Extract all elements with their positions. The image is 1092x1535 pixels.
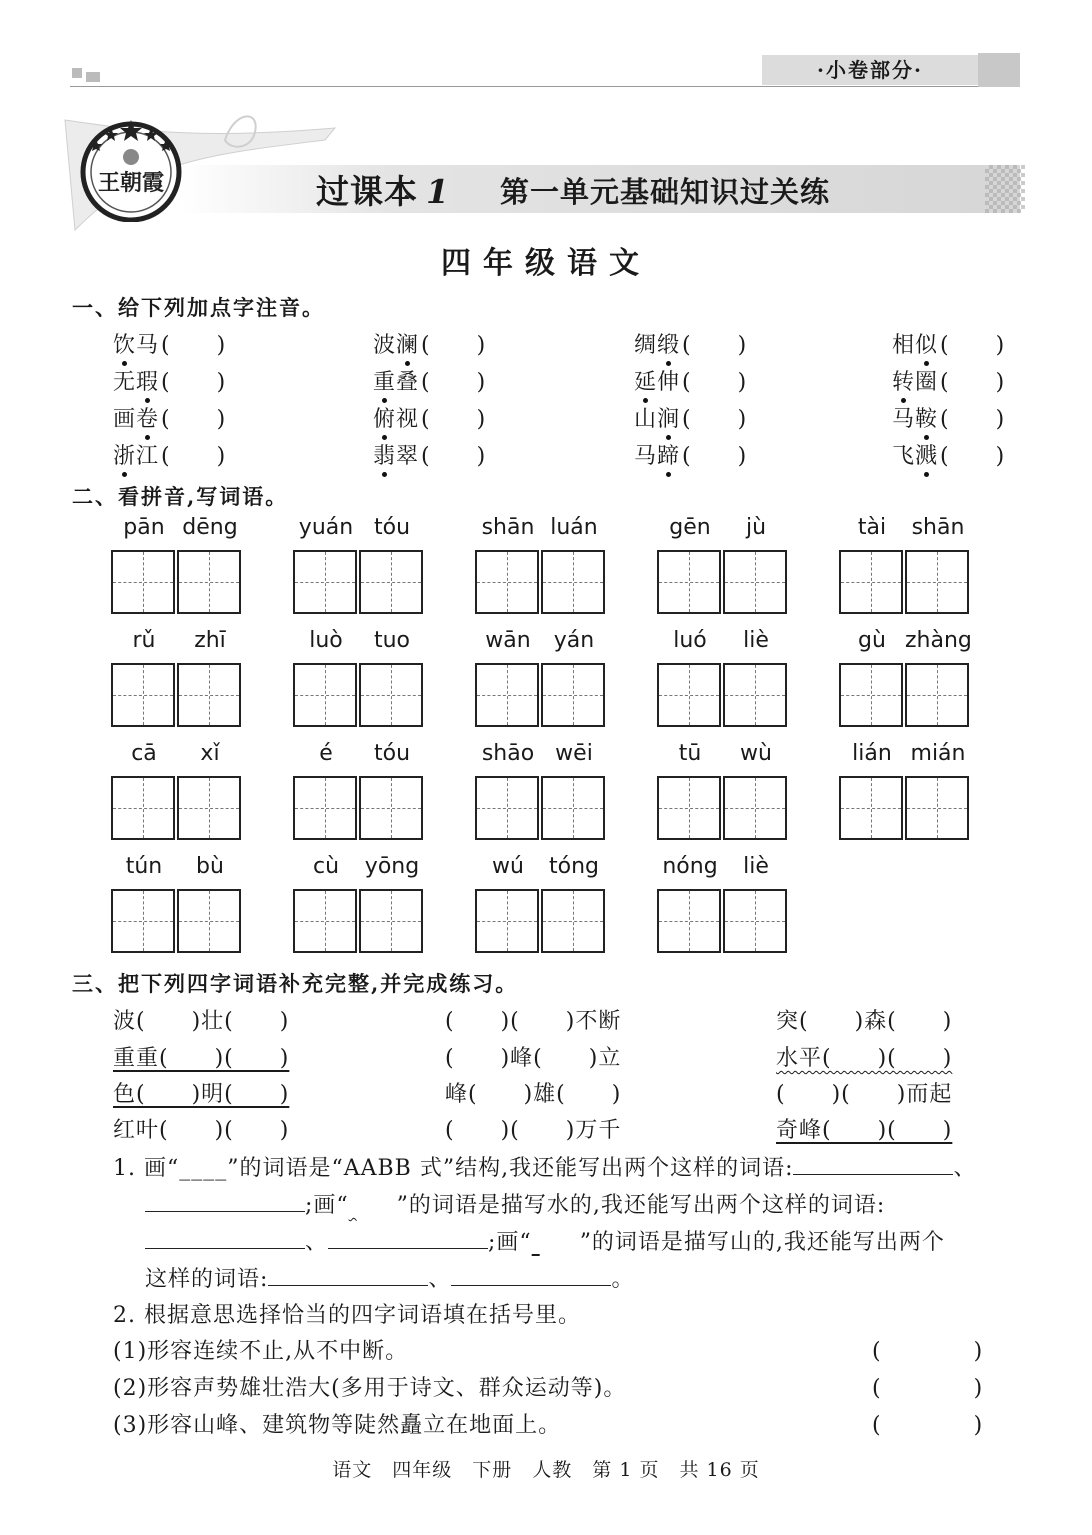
writing-box[interactable] <box>723 776 787 840</box>
question2-item: (1)形容连续不止,从不中断。 <box>113 1339 409 1364</box>
pinyin-label: rǔ <box>132 628 156 653</box>
pinyin-label: é <box>319 741 333 766</box>
idiom-item[interactable]: 波( )壮( ) <box>113 1009 290 1034</box>
pinyin-item: 相似( ) <box>892 333 1006 358</box>
writing-box[interactable] <box>111 889 175 953</box>
writing-box[interactable] <box>111 776 175 840</box>
writing-box[interactable] <box>359 550 423 614</box>
pinyin-item: 波澜( ) <box>373 333 487 358</box>
answer-paren[interactable]: ( ) <box>682 444 748 469</box>
pinyin-item: 山涧( ) <box>634 407 748 432</box>
dotted-char: 延 <box>634 370 658 395</box>
writing-box[interactable] <box>905 663 969 727</box>
idiom-item[interactable]: 突( )森( ) <box>776 1009 953 1034</box>
pinyin-item: 延伸( ) <box>634 370 748 395</box>
writing-box[interactable] <box>177 776 241 840</box>
dotted-char: 澜 <box>396 333 420 358</box>
tag-decoration <box>978 53 1020 87</box>
pinyin-label: luò <box>309 628 343 653</box>
answer-blank[interactable] <box>268 1263 428 1286</box>
idiom-item[interactable]: ( )( )而起 <box>776 1082 953 1107</box>
writing-box[interactable] <box>905 776 969 840</box>
answer-blank[interactable] <box>451 1263 611 1286</box>
writing-box[interactable] <box>905 550 969 614</box>
pinyin-label: dēng <box>182 515 238 540</box>
dotted-char: 翡 <box>373 444 397 469</box>
dotted-char: 俯 <box>373 407 397 432</box>
dotted-char: 鞍 <box>915 407 939 432</box>
answer-paren[interactable]: ( ) <box>421 444 487 469</box>
pinyin-label: xǐ <box>200 741 220 766</box>
writing-box[interactable] <box>723 550 787 614</box>
idiom-item[interactable]: 红叶( )( ) <box>113 1118 290 1143</box>
dotted-char: 转 <box>892 370 916 395</box>
pinyin-label: tuo <box>373 628 411 653</box>
writing-box[interactable] <box>541 776 605 840</box>
writing-box[interactable] <box>293 550 357 614</box>
pinyin-label: mián <box>910 741 966 766</box>
pinyin-label: tóng <box>549 854 599 879</box>
pinyin-label: tóu <box>373 515 411 540</box>
pinyin-label: wú <box>492 854 524 879</box>
writing-box[interactable] <box>111 550 175 614</box>
question1-line4: 这样的词语: 、 。 <box>145 1262 634 1293</box>
answer-blank[interactable] <box>145 1189 305 1212</box>
page-subtitle: 第一单元基础知识过关练 <box>500 175 831 209</box>
idiom-item[interactable]: 重重( )( ) <box>113 1046 290 1071</box>
writing-box[interactable] <box>293 889 357 953</box>
pinyin-label: liè <box>743 854 769 879</box>
section3-heading: 三、把下列四字词语补充完整,并完成练习。 <box>72 971 519 996</box>
writing-box[interactable] <box>541 663 605 727</box>
pinyin-label: gù <box>858 628 886 653</box>
pinyin-label: nóng <box>662 854 718 879</box>
writing-box[interactable] <box>541 889 605 953</box>
writing-box[interactable] <box>293 776 357 840</box>
pinyin-label: zhàng <box>905 628 972 653</box>
pinyin-item: 翡翠( ) <box>373 444 487 469</box>
pinyin-item: 转圈( ) <box>892 370 1006 395</box>
writing-box[interactable] <box>541 550 605 614</box>
answer-paren[interactable]: ( ) <box>682 333 748 358</box>
answer-paren[interactable]: ( ) <box>161 333 227 358</box>
pinyin-item: 飞溅( ) <box>892 444 1006 469</box>
section-tag: ·小卷部分· <box>762 55 978 85</box>
dotted-char: 重 <box>373 370 397 395</box>
section1-heading: 一、给下列加点字注音。 <box>72 295 325 320</box>
pinyin-label: tū <box>678 741 702 766</box>
pinyin-item: 无瑕( ) <box>113 370 227 395</box>
grade-subject: 四年级语文 <box>441 246 651 281</box>
writing-box[interactable] <box>839 776 903 840</box>
pinyin-label: wù <box>740 741 772 766</box>
writing-box[interactable] <box>657 889 721 953</box>
pinyin-item: 画卷( ) <box>113 407 227 432</box>
dotted-char: 蹄 <box>657 444 681 469</box>
writing-box[interactable] <box>723 889 787 953</box>
corner-decoration <box>72 68 82 78</box>
answer-paren[interactable]: ( ) <box>872 1376 984 1401</box>
header-rule <box>70 86 1020 87</box>
writing-box[interactable] <box>177 550 241 614</box>
dotted-char: 浙 <box>113 444 137 469</box>
answer-paren[interactable]: ( ) <box>940 333 1006 358</box>
question2-item: (2)形容声势雄壮浩大(多用于诗文、群众运动等)。 <box>113 1376 627 1401</box>
idiom-item[interactable]: 色( )明( ) <box>113 1082 290 1107</box>
answer-blank[interactable] <box>145 1226 305 1249</box>
question1-line1: 1. 画“____”的词语是“AABB 式”结构,我还能写出两个这样的词语: 、 <box>113 1151 977 1182</box>
writing-box[interactable] <box>475 550 539 614</box>
answer-blank[interactable] <box>793 1152 953 1175</box>
answer-paren[interactable]: ( ) <box>682 407 748 432</box>
pinyin-label: tài <box>857 515 887 540</box>
pinyin-item: 俯视( ) <box>373 407 487 432</box>
banner-pattern <box>985 165 1025 213</box>
dotted-char: 涧 <box>657 407 681 432</box>
answer-paren[interactable]: ( ) <box>421 407 487 432</box>
pinyin-label: luó <box>673 628 707 653</box>
section2-heading: 二、看拼音,写词语。 <box>72 484 289 509</box>
pinyin-label: shān <box>911 515 965 540</box>
svg-text:王朝霞: 王朝霞 <box>97 170 165 196</box>
pinyin-label: yōng <box>364 854 420 879</box>
writing-box[interactable] <box>359 663 423 727</box>
corner-decoration <box>86 72 100 82</box>
idiom-item[interactable]: ( )( )万千 <box>445 1118 622 1143</box>
writing-box[interactable] <box>657 776 721 840</box>
pinyin-label: zhī <box>194 628 226 653</box>
answer-paren[interactable]: ( ) <box>872 1413 984 1438</box>
pinyin-label: cù <box>312 854 340 879</box>
pinyin-label: tún <box>125 854 163 879</box>
writing-box[interactable] <box>723 663 787 727</box>
writing-box[interactable] <box>475 663 539 727</box>
writing-box[interactable] <box>359 889 423 953</box>
question1-line3: 、 ;画“ ”的词语是描写山的,我还能写出两个 <box>145 1225 945 1256</box>
dotted-char: 溅 <box>915 444 939 469</box>
pinyin-item: 重叠( ) <box>373 370 487 395</box>
pinyin-label: yán <box>553 628 595 653</box>
pinyin-item: 浙江( ) <box>113 444 227 469</box>
answer-paren[interactable]: ( ) <box>682 370 748 395</box>
pinyin-label: liè <box>743 628 769 653</box>
answer-paren[interactable]: ( ) <box>940 407 1006 432</box>
writing-box[interactable] <box>475 889 539 953</box>
dotted-char: 瑕 <box>136 370 160 395</box>
pinyin-item: 马鞍( ) <box>892 407 1006 432</box>
writing-box[interactable] <box>359 776 423 840</box>
page-title: 过课本 1 <box>316 172 450 211</box>
idiom-item[interactable]: 水平( )( ) <box>776 1046 953 1071</box>
writing-box[interactable] <box>177 663 241 727</box>
question1-line2: ;画“ ”的词语是描写水的,我还能写出两个这样的词语: <box>145 1188 885 1219</box>
answer-paren[interactable]: ( ) <box>940 444 1006 469</box>
pinyin-label: lián <box>852 741 892 766</box>
dotted-char: 饮 <box>113 333 137 358</box>
idiom-item[interactable]: 峰( )雄( ) <box>445 1082 622 1107</box>
pinyin-label: shāo <box>481 741 535 766</box>
answer-blank[interactable] <box>328 1226 488 1249</box>
writing-box[interactable] <box>475 776 539 840</box>
pinyin-label: gēn <box>669 515 711 540</box>
answer-paren[interactable]: ( ) <box>872 1339 984 1364</box>
pinyin-label: luán <box>550 515 598 540</box>
pinyin-label: cā <box>131 741 157 766</box>
writing-box[interactable] <box>111 663 175 727</box>
writing-box[interactable] <box>839 663 903 727</box>
pinyin-item: 绸缎( ) <box>634 333 748 358</box>
writing-box[interactable] <box>177 889 241 953</box>
pinyin-item: 饮马( ) <box>113 333 227 358</box>
page-footer: 语文 四年级 下册 人教 第 1 页 共 16 页 <box>332 1459 760 1481</box>
idiom-item[interactable]: ( )( )不断 <box>445 1009 622 1034</box>
pinyin-label: bù <box>196 854 224 879</box>
dotted-char: 似 <box>915 333 939 358</box>
answer-paren[interactable]: ( ) <box>421 370 487 395</box>
answer-paren[interactable]: ( ) <box>161 370 227 395</box>
idiom-item[interactable]: 奇峰( )( ) <box>776 1118 953 1143</box>
dotted-char: 卷 <box>136 407 160 432</box>
writing-box[interactable] <box>839 550 903 614</box>
pinyin-label: pān <box>123 515 165 540</box>
answer-paren[interactable]: ( ) <box>161 444 227 469</box>
pinyin-label: yuán <box>298 515 354 540</box>
writing-box[interactable] <box>657 663 721 727</box>
pinyin-label: shān <box>481 515 535 540</box>
pinyin-label: tóu <box>373 741 411 766</box>
pinyin-label: jù <box>745 515 767 540</box>
answer-paren[interactable]: ( ) <box>161 407 227 432</box>
answer-paren[interactable]: ( ) <box>421 333 487 358</box>
idiom-item[interactable]: ( )峰( )立 <box>445 1046 622 1071</box>
writing-box[interactable] <box>657 550 721 614</box>
dotted-char: 缎 <box>657 333 681 358</box>
answer-paren[interactable]: ( ) <box>940 370 1006 395</box>
pinyin-item: 马蹄( ) <box>634 444 748 469</box>
pinyin-label: wēi <box>555 741 593 766</box>
writing-box[interactable] <box>293 663 357 727</box>
question2-title: 2. 根据意思选择恰当的四字词语填在括号里。 <box>113 1303 581 1328</box>
brand-logo <box>76 112 186 222</box>
pinyin-label: wān <box>485 628 531 653</box>
question2-item: (3)形容山峰、建筑物等陡然矗立在地面上。 <box>113 1413 562 1438</box>
